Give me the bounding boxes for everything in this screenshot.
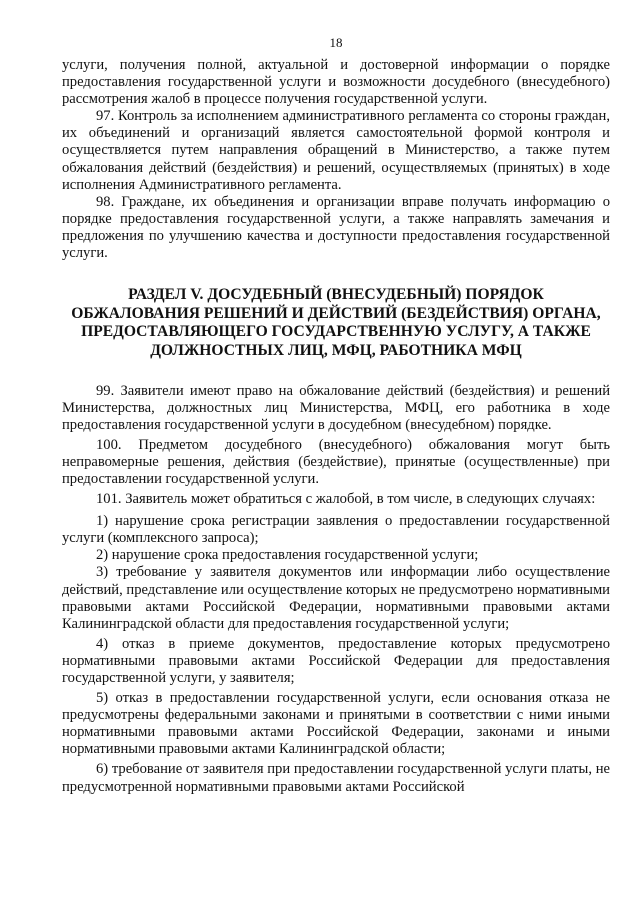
paragraph-98: 98. Граждане, их объединения и организации вправе получать информацию о порядке предоставления государственной услуги, а также направлять замечания и предложения по улучшению качества и доступности предоставления государственной услуги. <box>62 193 610 262</box>
section-heading-line-2: ОБЖАЛОВАНИЯ РЕШЕНИЙ И ДЕЙСТВИЙ (БЕЗДЕЙСТВИЯ) ОРГАНА, <box>71 304 601 322</box>
section-heading-line-3: ПРЕДОСТАВЛЯЮЩЕГО ГОСУДАРСТВЕННУЮ УСЛУГУ, А ТАКЖЕ <box>81 323 591 341</box>
paragraph-99: 99. Заявители имеют право на обжалование действий (бездействия) и решений Министерства, должностных лиц Министерства, МФЦ, его работника в ходе предоставления государственной услуги в досудебном (внесудебном) порядке. <box>62 382 610 433</box>
list-item-1: 1) нарушение срока регистрации заявления о предоставлении государственной услуги (комплексного запроса); <box>62 513 610 547</box>
section-heading-line-1: РАЗДЕЛ V. ДОСУДЕБНЫЙ (ВНЕСУДЕБНЫЙ) ПОРЯДОК <box>128 286 544 304</box>
page-number: 18 <box>329 35 343 50</box>
list-item-6: 6) требование от заявителя при предоставлении государственной услуги платы, не предусмотренной нормативными правовыми актами Российской <box>62 761 610 795</box>
paragraph-101: 101. Заявитель может обратиться с жалобой, в том числе, в следующих случаях: <box>96 491 596 508</box>
paragraph-continuation: услуги, получения полной, актуальной и достоверной информации о порядке предоставления государственной услуги и возможности досудебного (внесудебного) рассмотрения жалоб в процессе получения государственной услуги. <box>62 57 610 108</box>
list-item-2: 2) нарушение срока предоставления государственной услуги; <box>96 547 479 564</box>
paragraph-100: 100. Предметом досудебного (внесудебного) обжалования могут быть неправомерные решения, действия (бездействие), принятые (осуществленные) при предоставлении государственной услуги. <box>62 436 610 487</box>
paragraph-97: 97. Контроль за исполнением административного регламента со стороны граждан, их объединений и организаций является самостоятельной формой контроля и осуществляется путем направления обращений в Министерство, а также путем обжалования действий (бездействия) и решений, осуществляемых (принятых) в ходе исполнения Административного регламента. <box>62 108 610 193</box>
section-heading <box>62 286 610 360</box>
document-body <box>62 57 610 796</box>
list-item-3: 3) требование у заявителя документов или информации либо осуществление действий, представление или осуществление которых не предусмотрено нормативными правовыми актами Российской Федерации, нормативными правовыми актами Калининградской области для предоставления государственной услуги; <box>62 564 610 632</box>
list-item-5: 5) отказ в предоставлении государственной услуги, если основания отказа не предусмотрены федеральными законами и принятыми в соответствии с ними иными нормативными правовыми актами Российской Федерации, законами и иными нормативными правовыми актами Калининградской области; <box>62 690 610 758</box>
list-item-4: 4) отказ в приеме документов, предоставление которых предусмотрено нормативными правовыми актами Российской Федерации для предоставления государственной услуги, у заявителя; <box>62 635 610 686</box>
section-heading-line-4: ДОЛЖНОСТНЫХ ЛИЦ, МФЦ, РАБОТНИКА МФЦ <box>150 341 522 359</box>
